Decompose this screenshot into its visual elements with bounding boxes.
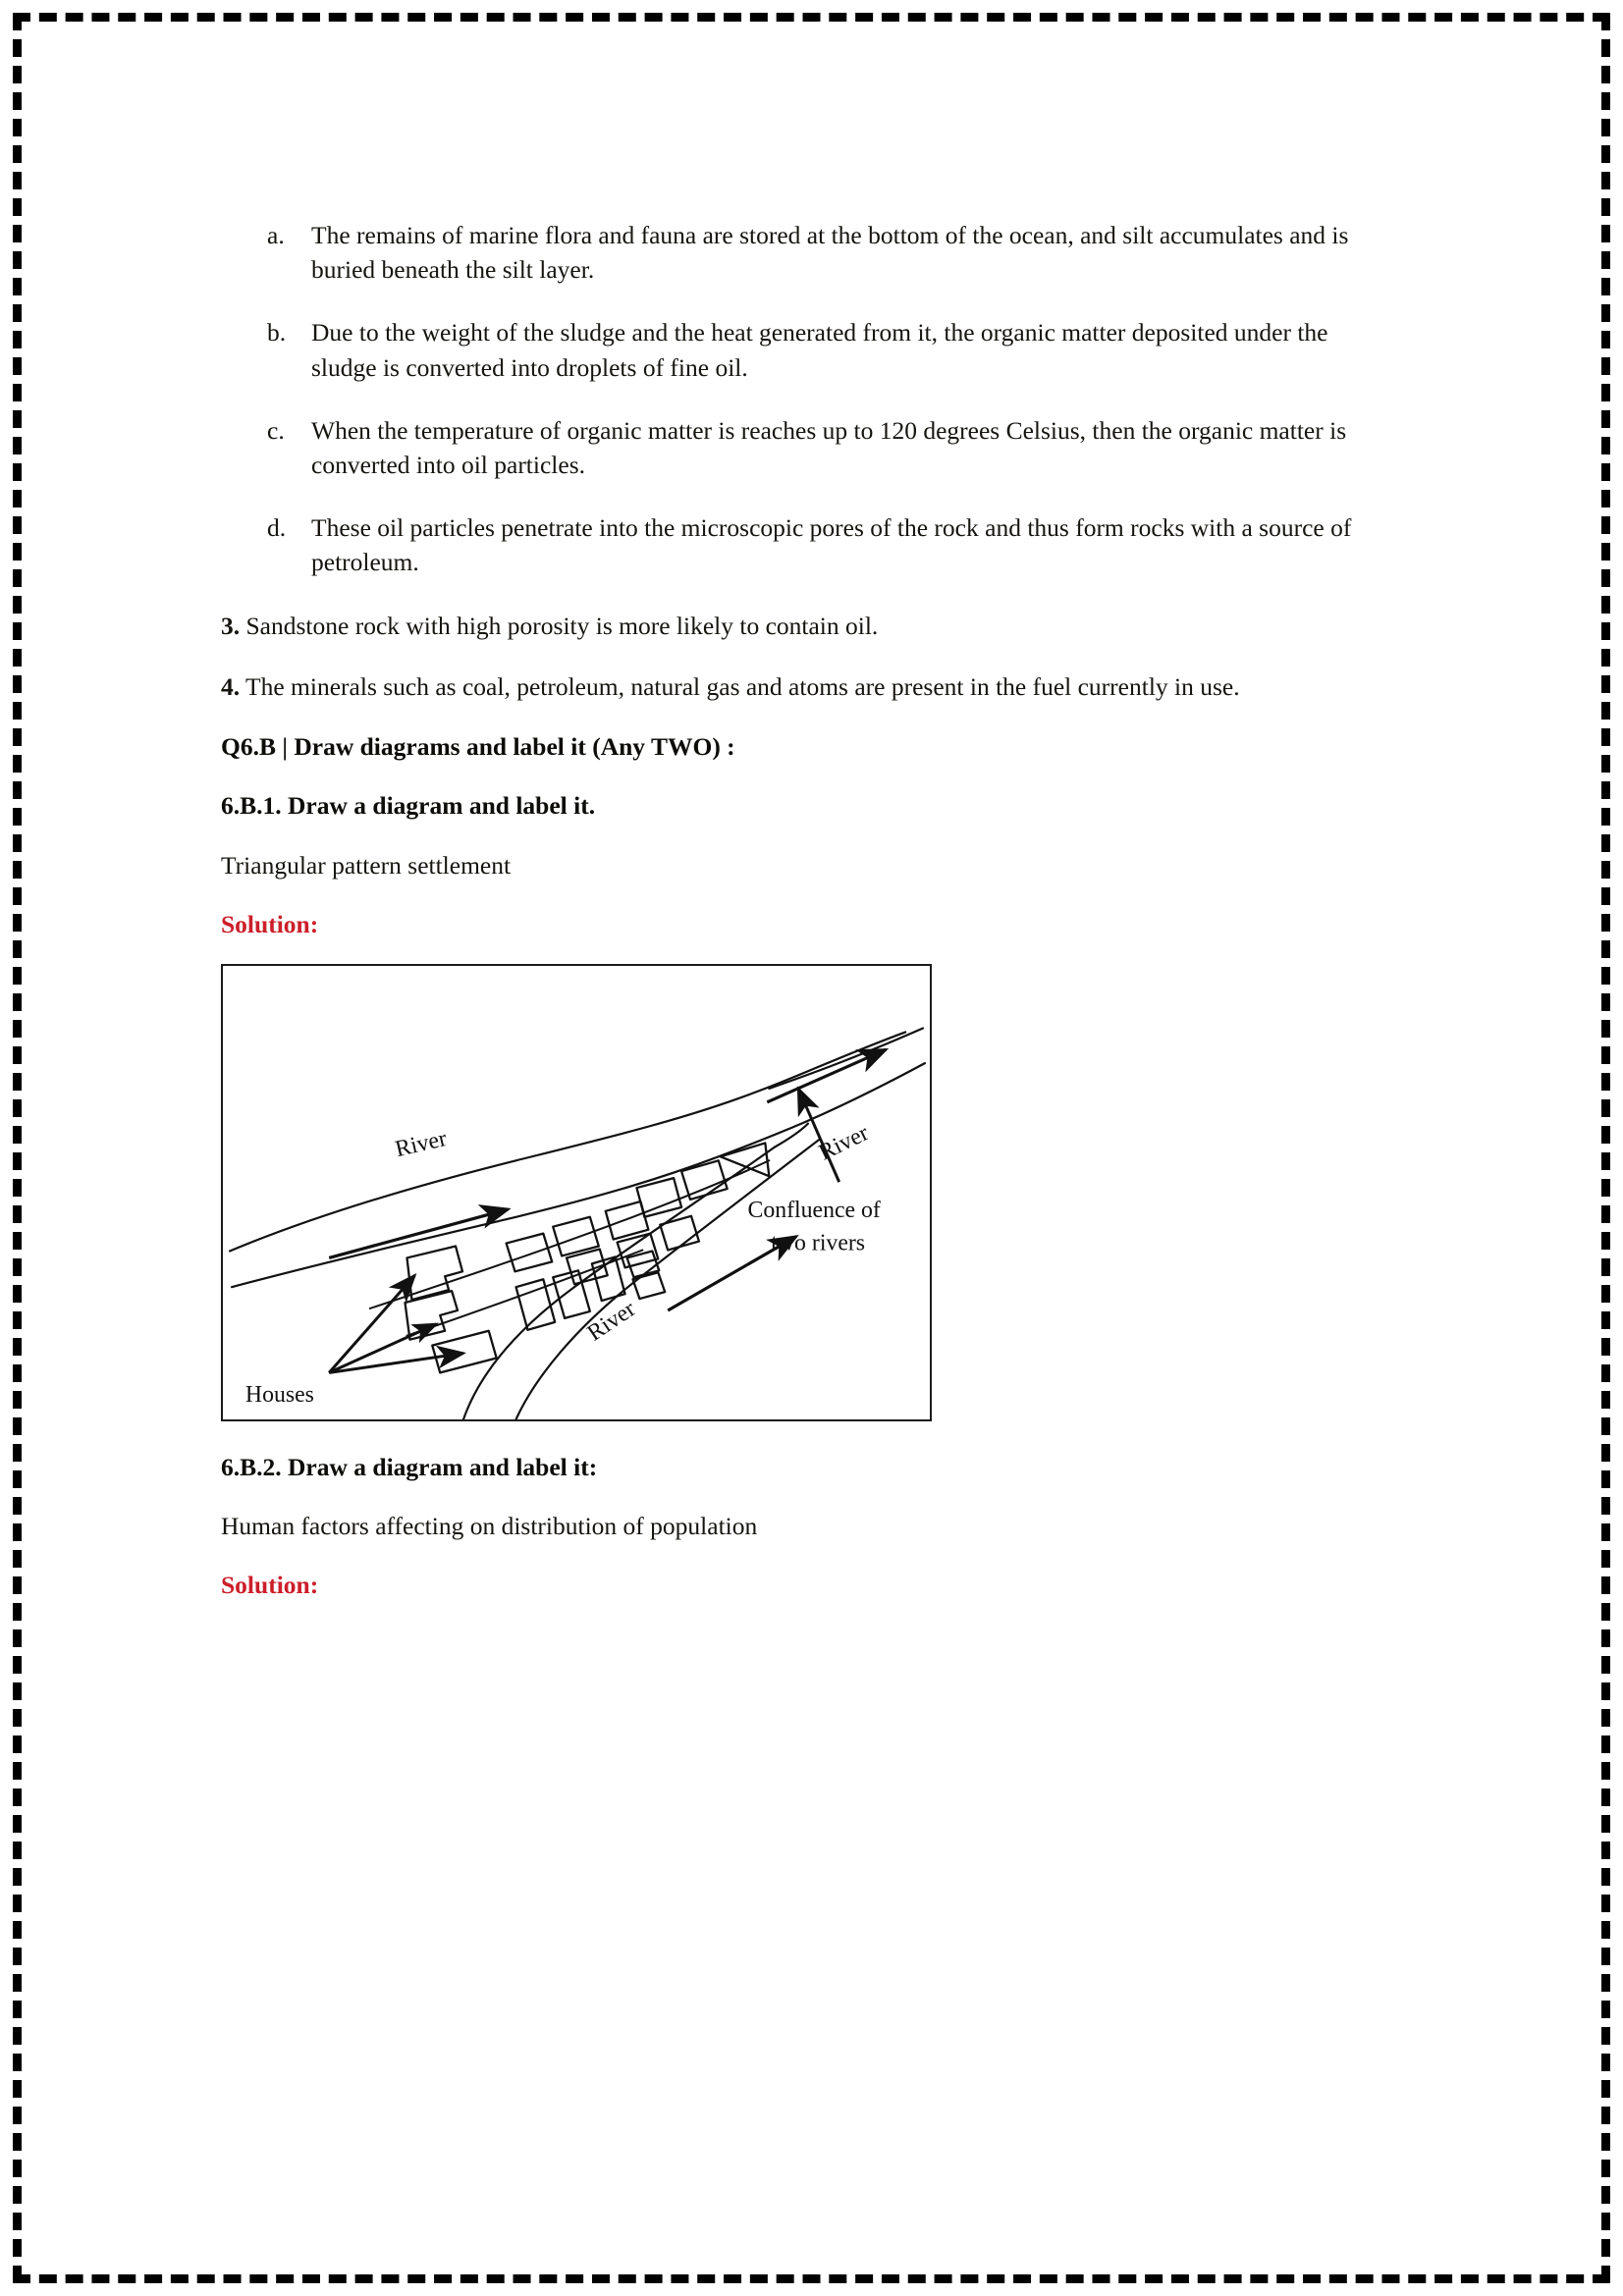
list-item-text: When the temperature of organic matter is reaches up to 120 degrees Celsius, then the organic matter is converted into oil particles. xyxy=(311,415,1347,479)
paragraph-text: Sandstone rock with high porosity is more likely to contain oil. xyxy=(240,611,879,640)
river-banks xyxy=(230,1028,925,1419)
list-marker: b. xyxy=(267,318,287,347)
list-marker: d. xyxy=(267,513,287,543)
list-item xyxy=(221,218,1389,287)
flow-arrow-upper-river xyxy=(329,1208,508,1257)
list-item xyxy=(221,413,1389,482)
paragraph-number: 4. xyxy=(221,671,241,701)
label-river-right: River xyxy=(815,1119,873,1166)
label-river-bottom: River xyxy=(582,1296,641,1347)
section-prompt-6b1: Triangular pattern settlement xyxy=(221,850,512,880)
solution-label-6b1: Solution: xyxy=(221,910,319,939)
flow-arrows xyxy=(329,1049,886,1310)
lettered-sublist xyxy=(221,218,1389,580)
list-marker: c. xyxy=(267,415,285,445)
settlement-wedge xyxy=(370,1160,769,1335)
question-heading: Q6.B | Draw diagrams and label it (Any TWO) : xyxy=(221,731,735,761)
list-item xyxy=(221,315,1389,384)
list-item-text: The remains of marine flora and fauna are stored at the bottom of the ocean, and silt accumulates and is buried beneath the silt layer. xyxy=(311,221,1349,285)
label-river-top: River xyxy=(393,1125,450,1162)
list-item-text: Due to the weight of the sludge and the heat generated from it, the organic matter deposited under the sludge is converted into droplets of fine oil. xyxy=(311,318,1328,382)
section-heading-6b1: 6.B.1. Draw a diagram and label it. xyxy=(221,791,596,821)
numbered-paragraph-3 xyxy=(221,609,1389,643)
settlement-diagram-svg xyxy=(223,966,930,1419)
label-houses: Houses xyxy=(244,1381,314,1408)
list-marker: a. xyxy=(267,221,285,249)
house-shapes xyxy=(406,1143,770,1372)
figure-triangular-settlement xyxy=(221,964,932,1421)
list-item-text: These oil particles penetrate into the microscopic pores of the rock and thus form rocks with a source of petroleum. xyxy=(311,513,1352,577)
paragraph-text: The minerals such as coal, petroleum, natural gas and atoms are present in the fuel currently in use. xyxy=(240,671,1240,701)
label-confluence-line2: two rivers xyxy=(771,1230,866,1256)
solution-label-6b2: Solution: xyxy=(221,1571,319,1600)
label-confluence-line1: Confluence of xyxy=(747,1197,881,1223)
numbered-paragraph-4 xyxy=(221,669,1389,704)
flow-arrow-right-river xyxy=(767,1049,886,1102)
page-content xyxy=(221,218,1389,1625)
section-prompt-6b2: Human factors affecting on distribution of population xyxy=(221,1511,758,1540)
paragraph-number: 3. xyxy=(221,611,241,640)
section-heading-6b2: 6.B.2. Draw a diagram and label it: xyxy=(221,1452,598,1481)
list-item xyxy=(221,510,1389,579)
